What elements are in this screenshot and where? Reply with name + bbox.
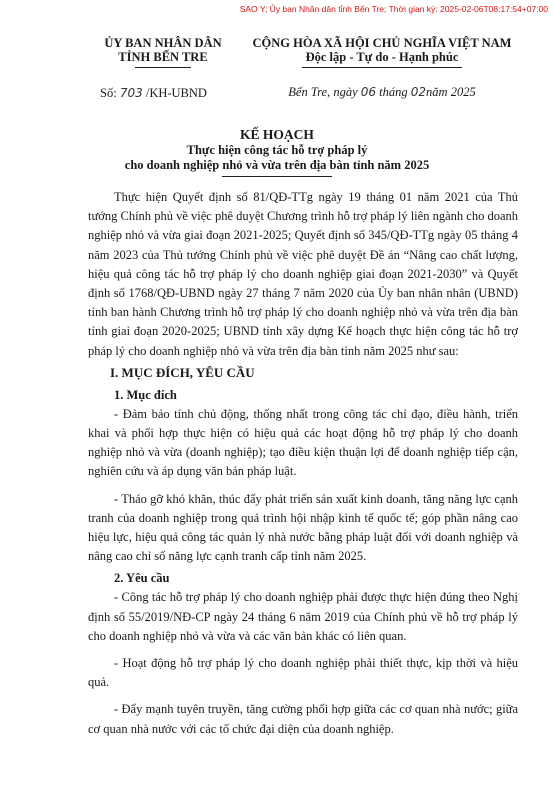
doc-number-suffix: /KH-UBND	[145, 86, 207, 100]
document-header	[0, 36, 554, 126]
place-and-date	[232, 85, 532, 100]
place-prefix: Bến Tre, ngày	[288, 85, 358, 99]
purpose-paragraph-2: - Tháo gỡ khó khăn, thúc đẩy phát triển sản xuất kinh doanh, tăng năng lực cạnh tranh của doanh nghiệp trong quá trình hội nhập kinh tế quốc tế; góp phần nâng cao hiệu lực, hiệu quả công tác quản lý nhà nước bằng pháp luật đối với doanh nghiệp và nâng cao chỉ số năng lực cạnh tranh cấp tỉnh năm 2025.	[88, 491, 518, 564]
issuing-agency-block	[78, 36, 248, 101]
national-title: CỘNG HÒA XÃ HỘI CHỦ NGHĨA VIỆT NAM	[252, 36, 512, 50]
doc-number-prefix: Số:	[100, 86, 117, 100]
document-number	[78, 86, 248, 101]
agency-name-line1: ỦY BAN NHÂN DÂN	[104, 36, 222, 50]
document-body	[88, 188, 518, 739]
document-title	[0, 127, 554, 177]
doc-number-handwritten: 703	[119, 86, 143, 100]
motto-underline	[302, 67, 462, 68]
agency-name-line2: TỈNH BẾN TRE	[118, 50, 208, 64]
year-suffix: năm 2025	[426, 85, 476, 99]
agency-underline	[135, 67, 191, 68]
title-line2: Thực hiện công tác hỗ trợ pháp lý	[186, 143, 368, 157]
requirement-paragraph-2: - Hoạt động hỗ trợ pháp lý cho doanh nghiệp phải thiết thực, kịp thời và hiệu quả.	[88, 656, 518, 690]
requirement-paragraph-1: - Công tác hỗ trợ pháp lý cho doanh nghiệp phải được thực hiện đúng theo Nghị định số 55/2019/NĐ-CP ngày 24 tháng 6 năm 2019 của Chính phủ về hỗ trợ pháp lý cho doanh nghiệp nhỏ và vừa và các văn bản khác có liên quan.	[88, 590, 518, 643]
title-line3: cho doanh nghiệp nhỏ và vừa trên địa bàn tỉnh năm 2025	[124, 158, 430, 172]
month-handwritten: 02	[410, 85, 427, 99]
national-motto: Độc lập - Tự do - Hạnh phúc	[305, 50, 459, 64]
title-line1: KẾ HOẠCH	[240, 127, 314, 142]
national-motto-block	[232, 36, 532, 100]
digital-signature-stamp: SAO Y; Ủy ban Nhân dân tỉnh Bến Tre; Thời gian ký: 2025-02-06T08:17:54+07:00	[239, 4, 548, 14]
subsection-heading-requirements: 2. Yêu cầu	[114, 571, 170, 586]
subsection-heading-purpose: 1. Mục đích	[114, 387, 177, 402]
section-heading-1: I. MỤC ĐÍCH, YÊU CẦU	[110, 364, 255, 380]
requirement-paragraph-3: - Đẩy mạnh tuyên truyền, tăng cường phối hợp giữa các cơ quan nhà nước; giữa cơ quan nhà nước với các tổ chức đại diện của doanh nghiệp.	[88, 702, 518, 736]
purpose-paragraph-1: - Đảm bảo tính chủ động, thống nhất trong công tác chỉ đạo, điều hành, triển khai và phối hợp thực hiện có hiệu quả các hoạt động hỗ trợ pháp lý cho doanh nghiệp nhỏ và vừa (doanh nghiệp); tạo điều kiện thuận lợi để doanh nghiệp tiếp cận, nghiên cứu và áp dụng văn bản pháp luật.	[88, 406, 518, 479]
day-handwritten: 06	[360, 85, 377, 99]
intro-paragraph: Thực hiện Quyết định số 81/QĐ-TTg ngày 19 tháng 01 năm 2021 của Thủ tướng Chính phủ về việc phê duyệt Chương trình hỗ trợ pháp lý liên ngành cho doanh nghiệp nhỏ và vừa giai đoạn 2021-2025; Quyết định số 345/QĐ-TTg ngày 05 tháng 4 năm 2023 của Thủ tướng Chính phủ về việc phê duyệt Đề án “Nâng cao chất lượng, hiệu quả công tác hỗ trợ pháp lý cho doanh nghiệp giai đoạn 2021-2030” và Quyết định số 1768/QĐ-UBND ngày 27 tháng 7 năm 2020 của Ủy ban nhân nhân (UBND) tỉnh ban hành Chương trình hỗ trợ pháp lý cho doanh nghiệp nhỏ và vừa trên địa bàn tỉnh giai đoạn 2020-2025; UBND tỉnh xây dựng Kế hoạch thực hiện công tác hỗ trợ pháp lý cho doanh nghiệp nhỏ và vừa trên địa bàn tỉnh năm 2025 như sau:	[88, 190, 518, 358]
month-word: tháng	[379, 85, 408, 99]
title-underline	[222, 176, 332, 177]
